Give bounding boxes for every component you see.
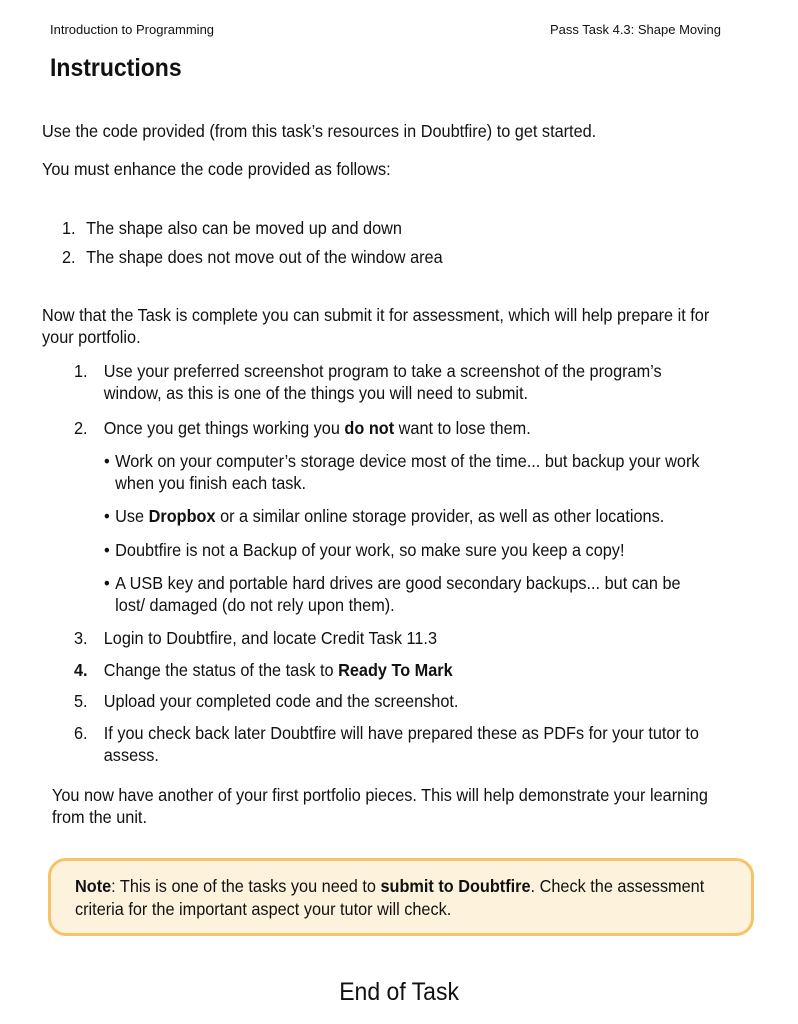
step-text: Login to Doubtfire, and locate Credit Task 11.3 [103, 628, 438, 648]
list-number: 2. [62, 247, 76, 267]
intro-paragraph-1: Use the code provided (from this task’s resources in Doubtfire) to get started. [42, 121, 597, 141]
list-text: The shape also can be moved up and down [86, 218, 402, 238]
list-number: 1. [62, 218, 76, 238]
step-number: 1. [74, 361, 88, 381]
list-text: The shape does not move out of the window area [86, 247, 443, 267]
step-number: 6. [74, 723, 88, 743]
intro-paragraph-2: You must enhance the code provided as follows: [42, 159, 391, 179]
tip-text: A USB key and portable hard drives are good secondary backups... but can be lost/ damaged (do not rely upon them). [115, 573, 681, 615]
step-text: If you check back later Doubtfire will have prepared these as PDFs for your tutor to assess. [103, 723, 699, 765]
step-text: Change the status of the task to Ready To Mark [103, 660, 453, 680]
course-name: Introduction to Programming [50, 22, 215, 37]
page-title: Instructions [50, 54, 182, 82]
submit-intro-paragraph: Now that the Task is complete you can submit it for assessment, which will help prepare it for your portfolio. [42, 305, 710, 347]
tip-text: Use Dropbox or a similar online storage provider, as well as other locations. [115, 506, 665, 526]
step-number: 4. [74, 660, 88, 680]
bullet: • [104, 540, 110, 560]
step-text: Upload your completed code and the screenshot. [103, 691, 459, 711]
bullet: • [104, 506, 110, 526]
step-number: 3. [74, 628, 88, 648]
step-number: 2. [74, 418, 88, 438]
bullet: • [104, 573, 110, 593]
task-name: Pass Task 4.3: Shape Moving [549, 22, 721, 37]
note-text: Note: This is one of the tasks you need to submit to Doubtfire. Check the assessment criteria for the important aspect your tutor will check. [75, 876, 705, 919]
end-of-task: End of Task [339, 978, 459, 1006]
note-box [48, 858, 754, 936]
bullet: • [104, 451, 110, 471]
step-number: 5. [74, 691, 88, 711]
step-text: Use your preferred screenshot program to take a screenshot of the program’s window, as this is one of the things you will need to submit. [103, 361, 662, 403]
closing-paragraph: You now have another of your first portfolio pieces. This will help demonstrate your learning from the unit. [52, 785, 708, 827]
tip-text: Work on your computer’s storage device most of the time... but backup your work when you finish each task. [115, 451, 700, 493]
tip-text: Doubtfire is not a Backup of your work, so make sure you keep a copy! [115, 540, 625, 560]
step-text: Once you get things working you do not want to lose them. [103, 418, 531, 438]
